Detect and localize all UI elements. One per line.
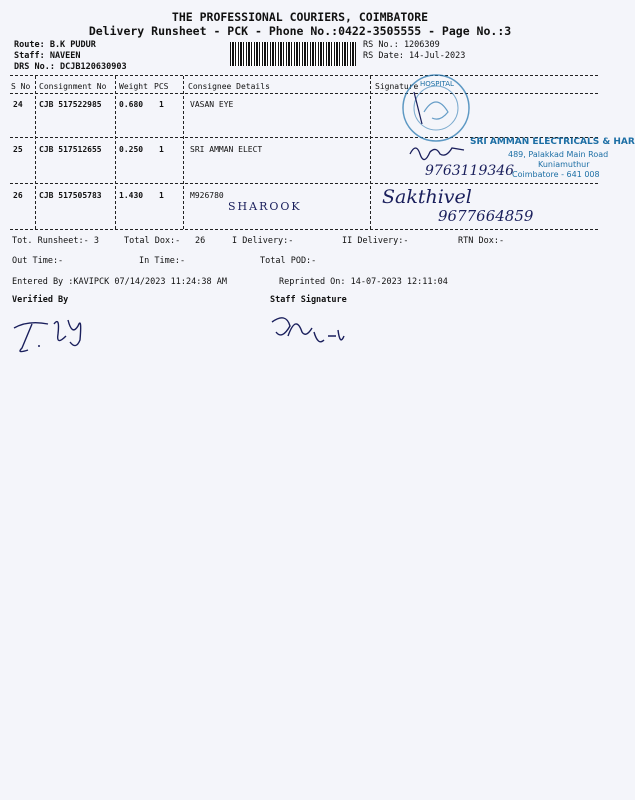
total-pod-label: Total POD:- (260, 256, 317, 266)
company-stamp-line4: Coimbatore - 641 008 (512, 170, 600, 179)
row-consignee: SRI AMMAN ELECT (190, 145, 263, 154)
total-dox-value: 26 (195, 236, 206, 246)
row-consignee: M926780 (190, 191, 224, 200)
row25-signature-icon (408, 140, 468, 164)
route-label: Route: B.K PUDUR (14, 40, 96, 50)
row-pcs: 1 (159, 191, 164, 200)
column-divider (370, 76, 371, 229)
row-consignment: CJB 517512655 (39, 145, 102, 154)
row-pcs: 1 (159, 145, 164, 154)
column-divider (183, 76, 184, 229)
row26-handwritten-name: SHAROOK (228, 200, 302, 213)
company-title: THE PROFESSIONAL COURIERS, COIMBATORE (171, 10, 429, 24)
in-time-label: In Time:- (139, 256, 186, 266)
runsheet-subtitle: Delivery Runsheet - PCK - Phone No.:0422-3505555 - Page No.:3 (88, 24, 512, 38)
col-header-consignment: Consignment No (39, 82, 107, 91)
table-bottom-rule (10, 229, 598, 230)
barcode (230, 42, 356, 66)
rs-number: RS No.: 1206309 (363, 40, 440, 50)
staff-signature-icon (266, 306, 356, 354)
company-stamp-line2: 489, Palakkad Main Road (508, 150, 609, 159)
hospital-stamp-text: HOSPITAL (420, 80, 454, 88)
entered-by: Entered By :KAVIPCK 07/14/2023 11:24:38 AM (12, 277, 227, 287)
ii-delivery-label: II Delivery:- (342, 236, 409, 246)
total-dox-label: Total Dox:- (124, 236, 181, 246)
table-top-rule (10, 75, 598, 76)
rs-date: RS Date: 14-Jul-2023 (363, 51, 466, 61)
col-header-weight: Weight (119, 82, 148, 91)
row25-handwritten-phone: 9763119346 (425, 163, 515, 179)
rtn-dox-label: RTN Dox:- (458, 236, 505, 246)
tot-runsheet: Tot. Runsheet:- 3 (12, 236, 99, 246)
row-weight: 1.430 (119, 191, 144, 200)
staff-signature-label: Staff Signature (270, 295, 347, 305)
staff-label: Staff: NAVEEN (14, 51, 81, 61)
verifier-signature-icon (8, 306, 98, 356)
out-time-label: Out Time:- (12, 256, 64, 266)
i-delivery-label: I Delivery:- (232, 236, 294, 246)
col-header-consignee: Consignee Details (188, 82, 270, 91)
drs-number: DRS No.: DCJB120630903 (14, 62, 127, 72)
row26-handwritten-phone: 9677664859 (438, 207, 534, 225)
reprinted-on: Reprinted On: 14-07-2023 12:11:04 (279, 277, 448, 287)
col-header-pcs: PCS (154, 82, 169, 91)
row26-handwritten-signature: Sakthivel (382, 186, 472, 208)
row-sno: 25 (13, 145, 23, 154)
row-weight: 0.680 (119, 100, 144, 109)
row-sno: 24 (13, 100, 23, 109)
verified-by-label: Verified By (12, 295, 69, 305)
row-consignee: VASAN EYE (190, 100, 234, 109)
column-divider (115, 76, 116, 229)
header-bottom-rule (10, 93, 598, 94)
col-header-sno: S No (11, 82, 31, 91)
company-stamp-line1: SRI AMMAN ELECTRICALS & HAR (470, 137, 635, 147)
row-consignment: CJB 517505783 (39, 191, 102, 200)
col-header-signature: Signature (375, 82, 419, 91)
company-stamp-line3: Kuniamuthur (538, 160, 590, 169)
row-consignment: CJB 517522985 (39, 100, 102, 109)
row-divider (10, 183, 598, 184)
row-weight: 0.250 (119, 145, 144, 154)
row-pcs: 1 (159, 100, 164, 109)
row-sno: 26 (13, 191, 23, 200)
column-divider (35, 76, 36, 229)
